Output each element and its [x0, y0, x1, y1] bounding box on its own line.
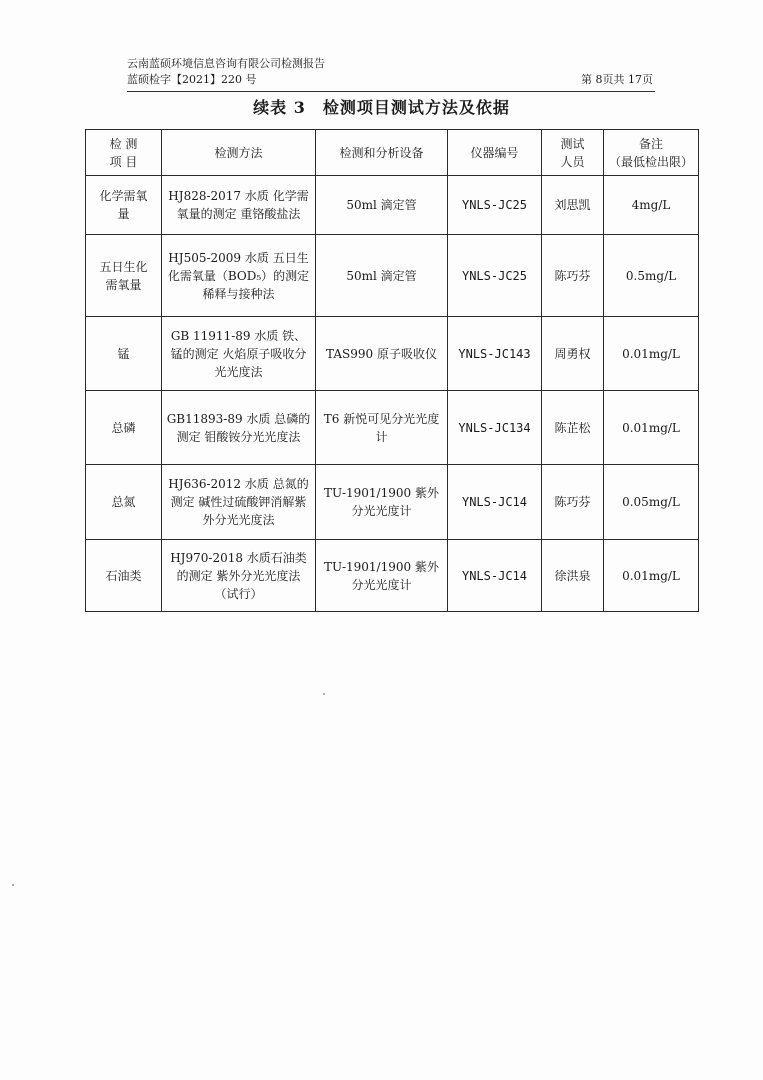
- cell-remark: 0.01mg/L: [604, 317, 699, 391]
- cell-instrument-no: YNLS-JC14: [448, 465, 542, 540]
- cell-equipment: TU-1901/1900 紫外分光光度计: [316, 540, 448, 612]
- column-header-tester-label: 测试 人员: [560, 136, 585, 169]
- cell-method: HJ970-2018 水质石油类的测定 紫外分光光度法（试行）: [162, 540, 316, 612]
- column-header-method-label: 检测方法: [214, 145, 263, 160]
- cell-remark: 0.01mg/L: [604, 391, 699, 465]
- cell-remark: 4mg/L: [604, 176, 699, 235]
- table-row: [86, 317, 699, 391]
- company-name: 云南蓝硕环境信息咨询有限公司检测报告: [127, 57, 325, 70]
- cell-equipment: 50ml 滴定管: [316, 176, 448, 235]
- cell-item: 锰: [86, 317, 162, 391]
- column-header-instrument-no: [448, 130, 542, 176]
- cell-method: HJ828-2017 水质 化学需氧量的测定 重铬酸盐法: [162, 176, 316, 235]
- cell-equipment: 50ml 滴定管: [316, 235, 448, 317]
- cell-tester: 徐洪泉: [542, 540, 604, 612]
- cell-method: GB11893-89 水质 总磷的测定 钼酸铵分光光度法: [162, 391, 316, 465]
- cell-item: 总氮: [86, 465, 162, 540]
- table-row: [86, 176, 699, 235]
- cell-remark: 0.5mg/L: [604, 235, 699, 317]
- cell-method: GB 11911-89 水质 铁、锰的测定 火焰原子吸收分光光度法: [162, 317, 316, 391]
- cell-equipment: TU-1901/1900 紫外分光光度计: [316, 465, 448, 540]
- table-header-row: [86, 130, 699, 176]
- cell-equipment: TAS990 原子吸收仪: [316, 317, 448, 391]
- cell-remark: 0.05mg/L: [604, 465, 699, 540]
- table-row: [86, 465, 699, 540]
- table-row: [86, 235, 699, 317]
- cell-tester: 刘思凯: [542, 176, 604, 235]
- cell-instrument-no: YNLS-JC14: [448, 540, 542, 612]
- cell-tester: 周勇权: [542, 317, 604, 391]
- column-header-tester: [542, 130, 604, 176]
- cell-item: 石油类: [86, 540, 162, 612]
- cell-instrument-no: YNLS-JC25: [448, 176, 542, 235]
- column-header-item-label: 检 测 项 目: [109, 136, 138, 169]
- cell-tester: 陈巧芬: [542, 235, 604, 317]
- scan-speck: [323, 693, 325, 695]
- column-header-instrument-no-label: 仪器编号: [470, 145, 519, 160]
- cell-tester: 陈巧芬: [542, 465, 604, 540]
- column-header-item: [86, 130, 162, 176]
- cell-item: 五日生化 需氧量: [86, 235, 162, 317]
- column-header-equipment-label: 检测和分析设备: [339, 145, 424, 160]
- cell-item: 化学需氧 量: [86, 176, 162, 235]
- page-header: [127, 55, 655, 92]
- table-row: [86, 391, 699, 465]
- column-header-remark-label: 备注 （最低检出限）: [608, 136, 693, 169]
- column-header-equipment: [316, 130, 448, 176]
- table-row: [86, 540, 699, 612]
- cell-remark: 0.01mg/L: [604, 540, 699, 612]
- page-number: 第 8页共 17页: [581, 73, 653, 86]
- column-header-method: [162, 130, 316, 176]
- report-number: 蓝硕检字【2021】220 号: [127, 73, 257, 86]
- cell-method: HJ505-2009 水质 五日生化需氧量（BOD₅）的测定 稀释与接种法: [162, 235, 316, 317]
- cell-instrument-no: YNLS-JC134: [448, 391, 542, 465]
- column-header-remark: [604, 130, 699, 176]
- cell-item: 总磷: [86, 391, 162, 465]
- cell-equipment: T6 新悦可见分光光度计: [316, 391, 448, 465]
- table-title: 续表 3 检测项目测试方法及依据: [253, 98, 510, 117]
- scan-speck: [12, 884, 14, 886]
- cell-method: HJ636-2012 水质 总氮的测定 碱性过硫酸钾消解紫外分光光度法: [162, 465, 316, 540]
- cell-instrument-no: YNLS-JC143: [448, 317, 542, 391]
- cell-instrument-no: YNLS-JC25: [448, 235, 542, 317]
- cell-tester: 陈芷松: [542, 391, 604, 465]
- test-methods-table: [85, 129, 699, 612]
